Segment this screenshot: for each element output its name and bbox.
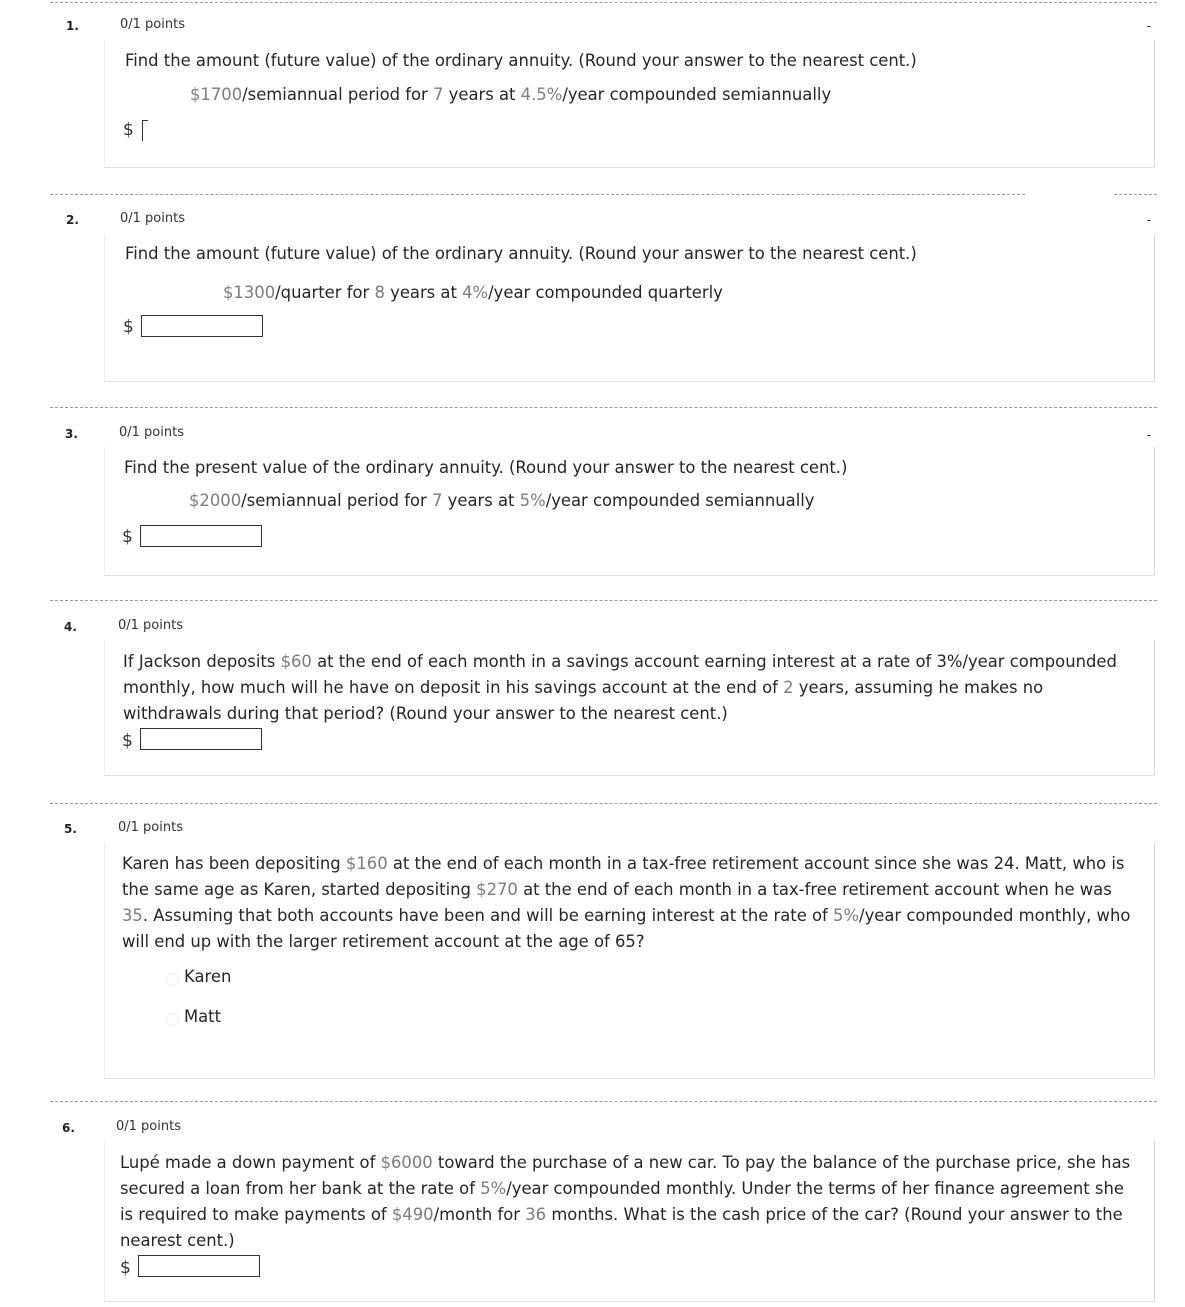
radio-matt[interactable] — [166, 1013, 179, 1026]
years-value: 2 — [783, 678, 794, 697]
question-prompt: Find the present value of the ordinary annuity. (Round your answer to the nearest cent.) — [124, 458, 848, 477]
prompt-text: Lupé made a down payment of — [120, 1153, 381, 1172]
years-value: 8 — [374, 283, 385, 302]
answer-input[interactable] — [140, 728, 262, 750]
terms-text: /quarter for — [275, 283, 375, 302]
rate-value: 4.5% — [520, 85, 563, 104]
payment-value: $2000 — [189, 491, 242, 510]
prompt-text: months. What is the cash price of the car? (Round your answer to the nearest cent.) — [120, 1205, 1123, 1250]
question-number: 5. — [64, 822, 77, 836]
annuity-terms — [190, 85, 831, 104]
question-prompt: Find the amount (future value) of the ordinary annuity. (Round your answer to the nearest cent.) — [125, 244, 917, 263]
answer-input[interactable] — [138, 1255, 260, 1277]
question-number: 3. — [65, 427, 78, 441]
prompt-text: at the end of each month in a tax-free retirement account since she was 24. Matt, who is the same age as Karen, started depositing — [122, 854, 1125, 899]
prompt-text: . Assuming that both accounts have been and will be earning interest at the rate of — [142, 906, 834, 925]
terms-text: /year compounded quarterly — [488, 283, 723, 302]
prompt-text: years, assuming he makes no withdrawals during that period? (Round your answer to the nearest cent.) — [123, 678, 1044, 723]
points-label: 0/1 points — [118, 618, 183, 633]
answer-input[interactable] — [141, 315, 263, 337]
rate-value: 5% — [519, 491, 546, 510]
down-payment-value: $6000 — [380, 1153, 433, 1172]
currency-symbol: $ — [123, 317, 134, 337]
points-label: 0/1 points — [119, 425, 184, 440]
terms-text: /semiannual period for — [241, 491, 433, 510]
payment-value: $1300 — [223, 283, 276, 302]
rate-value: 5% — [833, 906, 860, 925]
section-divider — [50, 194, 1025, 195]
prompt-text: /year compounded monthly. Under the terms of her finance agreement she is required to make payments of — [120, 1179, 1124, 1224]
prompt-text: /year compounded monthly, who will end up with the larger retirement account at the age of 65? — [122, 906, 1131, 951]
points-label: 0/1 points — [116, 1119, 181, 1134]
deposit-value: $60 — [280, 652, 312, 671]
years-value: 7 — [433, 85, 444, 104]
collapse-toggle[interactable]: - — [1146, 428, 1151, 442]
points-label: 0/1 points — [118, 820, 183, 835]
points-label: 0/1 points — [120, 211, 185, 226]
months-value: 36 — [525, 1205, 547, 1224]
points-label: 0/1 points — [120, 17, 185, 32]
option-label: Matt — [184, 1007, 222, 1026]
prompt-text: toward the purchase of a new car. To pay the balance of the purchase price, she has secured a loan from her bank at the rate of — [120, 1153, 1131, 1198]
rate-value: 4% — [462, 283, 489, 302]
question-prompt — [122, 851, 1137, 955]
rate-value: 5% — [480, 1179, 507, 1198]
currency-symbol: $ — [122, 731, 133, 751]
prompt-text: at the end of each month in a savings account earning interest at a rate of 3%/year compounded monthly, how much will he have on deposit in his savings account at the end of — [123, 652, 1117, 697]
annuity-terms — [223, 283, 723, 302]
currency-symbol: $ — [123, 120, 134, 140]
section-divider — [50, 803, 1157, 804]
question-prompt — [123, 649, 1133, 727]
terms-text: /year compounded semiannually — [545, 491, 815, 510]
option-label: Karen — [184, 967, 232, 986]
prompt-text: If Jackson deposits — [123, 652, 281, 671]
currency-symbol: $ — [122, 527, 133, 547]
terms-text: /semiannual period for — [242, 85, 434, 104]
karen-deposit-value: $160 — [345, 854, 388, 873]
section-divider — [50, 1101, 1157, 1102]
prompt-text: /month for — [433, 1205, 526, 1224]
section-divider — [50, 600, 1157, 601]
prompt-text: at the end of each month in a tax-free retirement account when he was — [517, 880, 1112, 899]
radio-karen[interactable] — [166, 973, 179, 986]
question-prompt — [120, 1150, 1135, 1254]
years-value: 7 — [432, 491, 443, 510]
terms-text: years at — [384, 283, 463, 302]
question-number: 6. — [62, 1121, 75, 1135]
question-number: 1. — [66, 19, 79, 33]
annuity-terms — [189, 491, 815, 510]
collapse-toggle[interactable]: - — [1146, 19, 1151, 33]
section-divider — [1114, 194, 1157, 195]
payment-value: $1700 — [190, 85, 243, 104]
prompt-text: Karen has been depositing — [122, 854, 346, 873]
question-prompt: Find the amount (future value) of the ordinary annuity. (Round your answer to the nearest cent.) — [125, 51, 917, 70]
section-divider — [50, 2, 1157, 3]
section-divider — [50, 407, 1157, 408]
terms-text: /year compounded semiannually — [562, 85, 832, 104]
answer-input[interactable] — [142, 120, 148, 141]
terms-text: years at — [443, 85, 521, 104]
matt-deposit-value: $270 — [476, 880, 518, 899]
matt-age-value: 35 — [122, 906, 143, 925]
question-number: 2. — [66, 213, 79, 227]
question-number: 4. — [64, 620, 77, 634]
collapse-toggle[interactable]: - — [1146, 213, 1151, 227]
answer-input[interactable] — [140, 525, 262, 547]
currency-symbol: $ — [120, 1258, 131, 1278]
payment-value: $490 — [391, 1205, 434, 1224]
terms-text: years at — [442, 491, 520, 510]
